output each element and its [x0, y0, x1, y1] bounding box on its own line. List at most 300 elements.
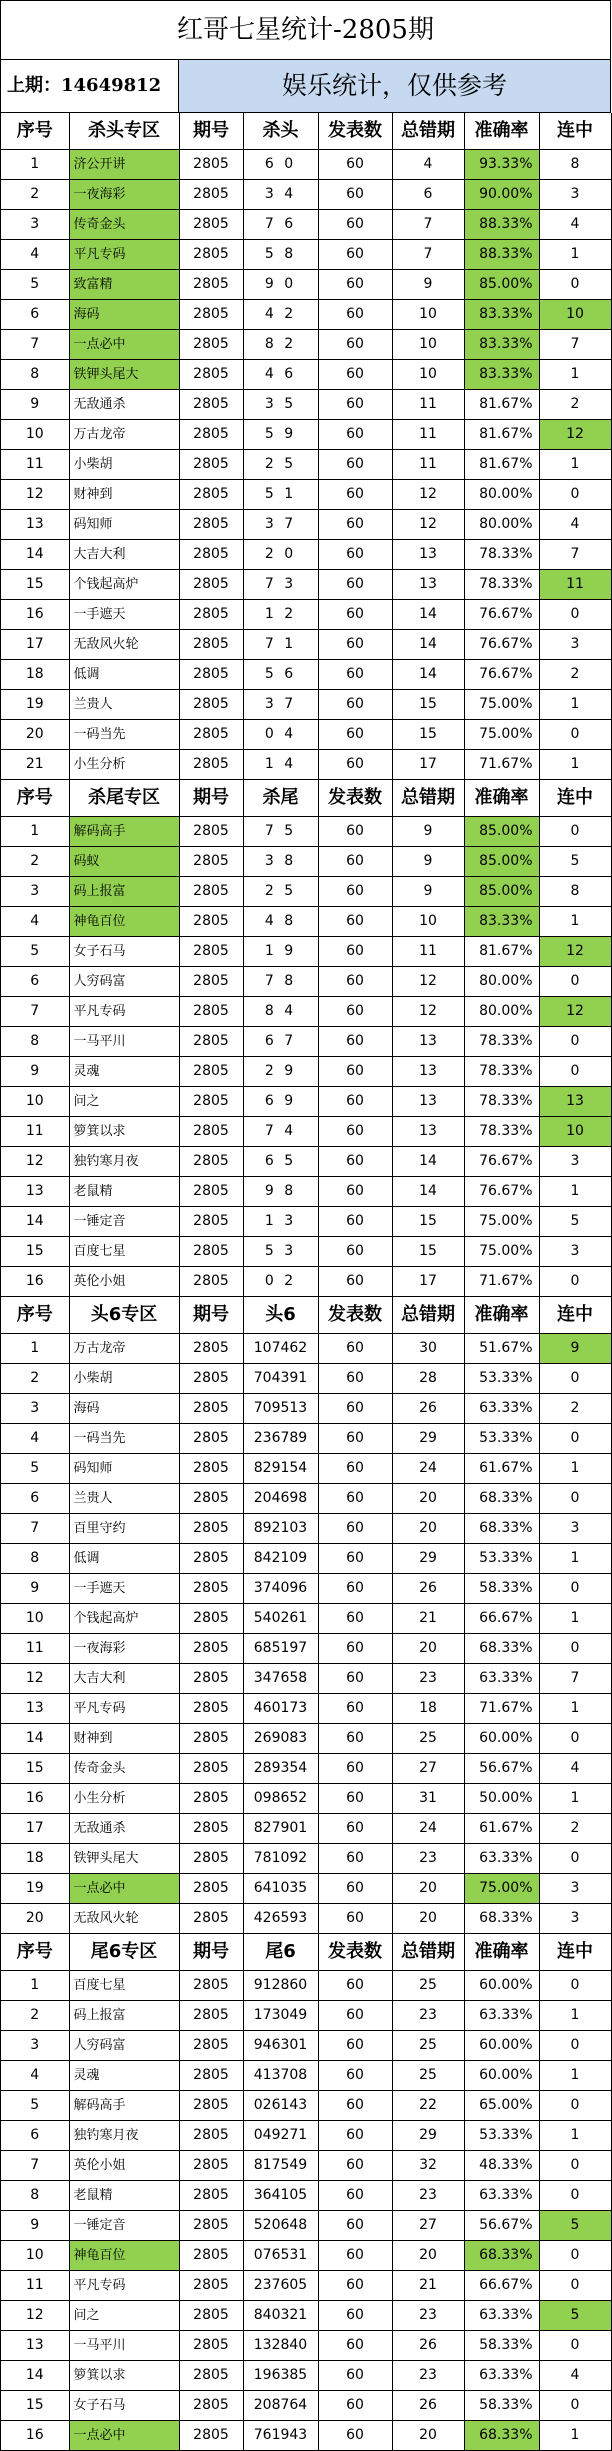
cell-published: 60 [318, 1334, 392, 1364]
header-accuracy: 准确率 [464, 113, 539, 150]
cell-value: 7 5 [243, 817, 318, 847]
cell-errors: 20 [392, 1634, 464, 1664]
table-row [1, 1364, 611, 1394]
cell-accuracy: 63.33% [464, 2301, 539, 2331]
cell-name: 海码 [69, 1394, 179, 1424]
cell-errors: 26 [392, 1394, 464, 1424]
cell-accuracy: 85.00% [464, 847, 539, 877]
cell-period: 2805 [179, 720, 243, 750]
cell-period: 2805 [179, 1267, 243, 1297]
cell-value: 6 0 [243, 150, 318, 180]
cell-published: 60 [318, 300, 392, 330]
cell-period: 2805 [179, 1027, 243, 1057]
cell-published: 60 [318, 2061, 392, 2091]
cell-index: 8 [1, 360, 69, 390]
cell-period: 2805 [179, 2061, 243, 2091]
table-row [1, 2151, 611, 2181]
cell-errors: 14 [392, 630, 464, 660]
cell-streak: 1 [539, 690, 611, 720]
cell-name: 百里守约 [69, 1514, 179, 1544]
cell-errors: 11 [392, 450, 464, 480]
cell-published: 60 [318, 1394, 392, 1424]
section-header-row [1, 113, 611, 150]
cell-errors: 20 [392, 1484, 464, 1514]
cell-accuracy: 68.33% [464, 2241, 539, 2271]
cell-errors: 23 [392, 2001, 464, 2031]
cell-name: 一马平川 [69, 2331, 179, 2361]
table-row [1, 210, 611, 240]
table-row [1, 660, 611, 690]
table-row [1, 1424, 611, 1454]
cell-name: 低调 [69, 1544, 179, 1574]
table-row [1, 420, 611, 450]
cell-period: 2805 [179, 750, 243, 780]
cell-published: 60 [318, 1694, 392, 1724]
cell-value: 5 8 [243, 240, 318, 270]
cell-published: 60 [318, 1604, 392, 1634]
cell-accuracy: 83.33% [464, 360, 539, 390]
cell-published: 60 [318, 1424, 392, 1454]
cell-accuracy: 68.33% [464, 1484, 539, 1514]
cell-name: 百度七星 [69, 1971, 179, 2001]
cell-value: 4 2 [243, 300, 318, 330]
cell-streak: 3 [539, 1874, 611, 1904]
page-title: 红哥七星统计-2805期 [1, 1, 611, 60]
table-row [1, 1514, 611, 1544]
cell-accuracy: 58.33% [464, 2331, 539, 2361]
cell-streak: 0 [539, 2151, 611, 2181]
cell-period: 2805 [179, 967, 243, 997]
cell-errors: 28 [392, 1364, 464, 1394]
cell-name: 英伦小姐 [69, 1267, 179, 1297]
table-row [1, 450, 611, 480]
cell-value: 540261 [243, 1604, 318, 1634]
cell-value: 1 2 [243, 600, 318, 630]
cell-index: 20 [1, 1904, 69, 1934]
cell-period: 2805 [179, 1424, 243, 1454]
cell-value: 237605 [243, 2271, 318, 2301]
cell-accuracy: 78.33% [464, 1117, 539, 1147]
cell-errors: 12 [392, 967, 464, 997]
cell-value: 5 9 [243, 420, 318, 450]
cell-name: 平凡专码 [69, 240, 179, 270]
cell-accuracy: 75.00% [464, 1874, 539, 1904]
cell-period: 2805 [179, 997, 243, 1027]
cell-streak: 11 [539, 570, 611, 600]
cell-streak: 8 [539, 150, 611, 180]
cell-index: 3 [1, 210, 69, 240]
cell-streak: 1 [539, 1177, 611, 1207]
cell-name: 一马平川 [69, 1027, 179, 1057]
cell-value: 3 7 [243, 510, 318, 540]
cell-streak: 2 [539, 390, 611, 420]
cell-accuracy: 78.33% [464, 540, 539, 570]
cell-period: 2805 [179, 2211, 243, 2241]
cell-streak: 10 [539, 1117, 611, 1147]
cell-published: 60 [318, 390, 392, 420]
cell-period: 2805 [179, 2091, 243, 2121]
table-row [1, 600, 611, 630]
cell-value: 2 0 [243, 540, 318, 570]
cell-accuracy: 71.67% [464, 1267, 539, 1297]
header-name: 杀尾专区 [69, 780, 179, 817]
cell-accuracy: 75.00% [464, 720, 539, 750]
cell-value: 781092 [243, 1844, 318, 1874]
cell-accuracy: 81.67% [464, 420, 539, 450]
cell-period: 2805 [179, 2301, 243, 2331]
cell-value: 4 8 [243, 907, 318, 937]
cell-errors: 27 [392, 2211, 464, 2241]
cell-index: 2 [1, 180, 69, 210]
cell-published: 60 [318, 1484, 392, 1514]
cell-streak: 0 [539, 1844, 611, 1874]
cell-accuracy: 66.67% [464, 2271, 539, 2301]
cell-index: 7 [1, 330, 69, 360]
cell-index: 4 [1, 240, 69, 270]
cell-published: 60 [318, 1364, 392, 1394]
cell-errors: 10 [392, 300, 464, 330]
cell-accuracy: 71.67% [464, 750, 539, 780]
table-row [1, 750, 611, 780]
cell-published: 60 [318, 1904, 392, 1934]
cell-published: 60 [318, 1267, 392, 1297]
cell-value: 1 3 [243, 1207, 318, 1237]
cell-index: 11 [1, 450, 69, 480]
header-value: 头6 [243, 1297, 318, 1334]
cell-errors: 13 [392, 1117, 464, 1147]
table-row [1, 270, 611, 300]
table-row [1, 2121, 611, 2151]
cell-errors: 23 [392, 2181, 464, 2211]
cell-errors: 29 [392, 1544, 464, 1574]
cell-period: 2805 [179, 1484, 243, 1514]
cell-accuracy: 58.33% [464, 2391, 539, 2421]
cell-accuracy: 83.33% [464, 300, 539, 330]
cell-errors: 6 [392, 180, 464, 210]
cell-accuracy: 78.33% [464, 1057, 539, 1087]
cell-errors: 12 [392, 997, 464, 1027]
cell-index: 5 [1, 2091, 69, 2121]
cell-value: 269083 [243, 1724, 318, 1754]
cell-period: 2805 [179, 420, 243, 450]
cell-streak: 0 [539, 600, 611, 630]
cell-period: 2805 [179, 2361, 243, 2391]
cell-published: 60 [318, 1454, 392, 1484]
cell-index: 21 [1, 750, 69, 780]
cell-errors: 23 [392, 1844, 464, 1874]
cell-published: 60 [318, 480, 392, 510]
cell-errors: 15 [392, 690, 464, 720]
cell-accuracy: 53.33% [464, 1364, 539, 1394]
cell-accuracy: 63.33% [464, 1844, 539, 1874]
table-row [1, 1604, 611, 1634]
cell-value: 132840 [243, 2331, 318, 2361]
cell-period: 2805 [179, 1454, 243, 1484]
cell-period: 2805 [179, 330, 243, 360]
cell-streak: 1 [539, 2421, 611, 2451]
cell-streak: 0 [539, 270, 611, 300]
cell-period: 2805 [179, 360, 243, 390]
cell-index: 1 [1, 1971, 69, 2001]
cell-period: 2805 [179, 1544, 243, 1574]
cell-index: 16 [1, 1784, 69, 1814]
cell-published: 60 [318, 270, 392, 300]
cell-streak: 9 [539, 1334, 611, 1364]
cell-value: 460173 [243, 1694, 318, 1724]
cell-name: 码知师 [69, 1454, 179, 1484]
table-row [1, 997, 611, 1027]
cell-errors: 31 [392, 1784, 464, 1814]
cell-period: 2805 [179, 270, 243, 300]
table-row [1, 907, 611, 937]
cell-published: 60 [318, 1971, 392, 2001]
header-accuracy: 准确率 [464, 1297, 539, 1334]
header-index: 序号 [1, 780, 69, 817]
cell-index: 6 [1, 1484, 69, 1514]
cell-value: 1 4 [243, 750, 318, 780]
cell-value: 829154 [243, 1454, 318, 1484]
cell-name: 问之 [69, 1087, 179, 1117]
cell-published: 60 [318, 2391, 392, 2421]
cell-accuracy: 81.67% [464, 390, 539, 420]
cell-streak: 5 [539, 847, 611, 877]
previous-draw-label: 上期：14649812 [1, 60, 179, 112]
cell-accuracy: 83.33% [464, 330, 539, 360]
table-row [1, 817, 611, 847]
cell-accuracy: 81.67% [464, 450, 539, 480]
cell-errors: 32 [392, 2151, 464, 2181]
cell-value: 107462 [243, 1334, 318, 1364]
cell-accuracy: 63.33% [464, 1664, 539, 1694]
cell-published: 60 [318, 1237, 392, 1267]
cell-value: 347658 [243, 1664, 318, 1694]
cell-streak: 10 [539, 300, 611, 330]
cell-index: 18 [1, 1844, 69, 1874]
table-row [1, 1117, 611, 1147]
cell-streak: 0 [539, 720, 611, 750]
cell-errors: 12 [392, 510, 464, 540]
cell-index: 4 [1, 2061, 69, 2091]
cell-index: 10 [1, 1604, 69, 1634]
cell-index: 6 [1, 2121, 69, 2151]
cell-index: 19 [1, 1874, 69, 1904]
cell-name: 码上报富 [69, 877, 179, 907]
cell-name: 一点必中 [69, 1874, 179, 1904]
cell-streak: 4 [539, 210, 611, 240]
cell-published: 60 [318, 540, 392, 570]
cell-published: 60 [318, 240, 392, 270]
cell-accuracy: 60.00% [464, 2031, 539, 2061]
cell-streak: 1 [539, 450, 611, 480]
cell-streak: 0 [539, 480, 611, 510]
table-body [1, 113, 611, 2451]
cell-index: 7 [1, 997, 69, 1027]
cell-errors: 4 [392, 150, 464, 180]
cell-published: 60 [318, 2181, 392, 2211]
cell-published: 60 [318, 660, 392, 690]
cell-period: 2805 [179, 1087, 243, 1117]
cell-published: 60 [318, 1544, 392, 1574]
cell-errors: 10 [392, 360, 464, 390]
cell-published: 60 [318, 907, 392, 937]
cell-streak: 13 [539, 1087, 611, 1117]
cell-name: 财神到 [69, 480, 179, 510]
cell-published: 60 [318, 1574, 392, 1604]
cell-index: 17 [1, 1814, 69, 1844]
cell-errors: 20 [392, 2421, 464, 2451]
cell-published: 60 [318, 1844, 392, 1874]
cell-period: 2805 [179, 660, 243, 690]
cell-name: 兰贵人 [69, 1484, 179, 1514]
cell-index: 10 [1, 1087, 69, 1117]
cell-errors: 11 [392, 937, 464, 967]
cell-name: 一点必中 [69, 330, 179, 360]
cell-index: 13 [1, 2331, 69, 2361]
cell-index: 9 [1, 1574, 69, 1604]
cell-errors: 15 [392, 1207, 464, 1237]
cell-streak: 1 [539, 2121, 611, 2151]
cell-accuracy: 78.33% [464, 1087, 539, 1117]
cell-index: 6 [1, 967, 69, 997]
cell-streak: 3 [539, 180, 611, 210]
cell-period: 2805 [179, 2031, 243, 2061]
disclaimer-note: 娱乐统计，仅供参考 [179, 60, 611, 112]
cell-errors: 27 [392, 1754, 464, 1784]
cell-name: 万古龙帝 [69, 1334, 179, 1364]
cell-value: 7 4 [243, 1117, 318, 1147]
cell-name: 一夜海彩 [69, 180, 179, 210]
table-row [1, 1844, 611, 1874]
cell-period: 2805 [179, 1844, 243, 1874]
cell-published: 60 [318, 2211, 392, 2241]
cell-name: 无敌风火轮 [69, 1904, 179, 1934]
cell-streak: 12 [539, 997, 611, 1027]
cell-streak: 3 [539, 630, 611, 660]
header-errors: 总错期 [392, 1934, 464, 1971]
cell-name: 一点必中 [69, 2421, 179, 2451]
cell-name: 个钱起高炉 [69, 1604, 179, 1634]
cell-accuracy: 53.33% [464, 2121, 539, 2151]
cell-streak: 7 [539, 540, 611, 570]
cell-errors: 13 [392, 1087, 464, 1117]
cell-index: 11 [1, 1634, 69, 1664]
cell-published: 60 [318, 1207, 392, 1237]
cell-name: 无敌风火轮 [69, 630, 179, 660]
cell-streak: 1 [539, 2001, 611, 2031]
cell-errors: 13 [392, 1057, 464, 1087]
cell-accuracy: 50.00% [464, 1784, 539, 1814]
cell-index: 12 [1, 1147, 69, 1177]
cell-published: 60 [318, 420, 392, 450]
header-published: 发表数 [318, 113, 392, 150]
cell-streak: 1 [539, 1454, 611, 1484]
section-header-row [1, 780, 611, 817]
cell-index: 18 [1, 660, 69, 690]
table-row [1, 1484, 611, 1514]
cell-streak: 1 [539, 240, 611, 270]
cell-accuracy: 66.67% [464, 1604, 539, 1634]
cell-value: 2 5 [243, 450, 318, 480]
cell-index: 9 [1, 2211, 69, 2241]
cell-name: 一夜海彩 [69, 1634, 179, 1664]
cell-value: 7 1 [243, 630, 318, 660]
cell-published: 60 [318, 2301, 392, 2331]
cell-accuracy: 60.00% [464, 2061, 539, 2091]
table-row [1, 240, 611, 270]
cell-errors: 25 [392, 1971, 464, 2001]
cell-accuracy: 71.67% [464, 1694, 539, 1724]
cell-accuracy: 68.33% [464, 1904, 539, 1934]
cell-value: 8 2 [243, 330, 318, 360]
cell-errors: 25 [392, 2061, 464, 2091]
cell-index: 7 [1, 2151, 69, 2181]
cell-accuracy: 53.33% [464, 1544, 539, 1574]
cell-name: 女子石马 [69, 937, 179, 967]
cell-streak: 0 [539, 2391, 611, 2421]
cell-name: 码蚁 [69, 847, 179, 877]
cell-published: 60 [318, 1514, 392, 1544]
cell-index: 16 [1, 1267, 69, 1297]
header-streak: 连中 [539, 113, 611, 150]
table-row [1, 847, 611, 877]
cell-name: 百度七星 [69, 1237, 179, 1267]
cell-errors: 29 [392, 2121, 464, 2151]
cell-period: 2805 [179, 1664, 243, 1694]
table-row [1, 720, 611, 750]
cell-errors: 20 [392, 1514, 464, 1544]
cell-period: 2805 [179, 600, 243, 630]
cell-name: 平凡专码 [69, 1694, 179, 1724]
cell-errors: 14 [392, 1177, 464, 1207]
cell-published: 60 [318, 2121, 392, 2151]
cell-accuracy: 68.33% [464, 1514, 539, 1544]
cell-period: 2805 [179, 1904, 243, 1934]
cell-value: 761943 [243, 2421, 318, 2451]
cell-streak: 2 [539, 660, 611, 690]
table-row [1, 360, 611, 390]
header-accuracy: 准确率 [464, 780, 539, 817]
cell-period: 2805 [179, 1754, 243, 1784]
table-row [1, 540, 611, 570]
cell-value: 641035 [243, 1874, 318, 1904]
cell-value: 196385 [243, 2361, 318, 2391]
cell-accuracy: 61.67% [464, 1814, 539, 1844]
table-row [1, 1971, 611, 2001]
cell-period: 2805 [179, 937, 243, 967]
header-streak: 连中 [539, 780, 611, 817]
cell-published: 60 [318, 2271, 392, 2301]
cell-name: 兰贵人 [69, 690, 179, 720]
cell-streak: 0 [539, 2181, 611, 2211]
cell-value: 413708 [243, 2061, 318, 2091]
cell-name: 灵魂 [69, 1057, 179, 1087]
cell-index: 13 [1, 1177, 69, 1207]
cell-streak: 1 [539, 750, 611, 780]
cell-accuracy: 53.33% [464, 1424, 539, 1454]
cell-streak: 4 [539, 1754, 611, 1784]
cell-index: 11 [1, 1117, 69, 1147]
stats-table [1, 113, 612, 2451]
cell-streak: 1 [539, 2061, 611, 2091]
table-row [1, 510, 611, 540]
cell-errors: 11 [392, 420, 464, 450]
cell-name: 铁钾头尾大 [69, 1844, 179, 1874]
cell-period: 2805 [179, 1574, 243, 1604]
cell-published: 60 [318, 570, 392, 600]
cell-errors: 15 [392, 1237, 464, 1267]
header-name: 头6专区 [69, 1297, 179, 1334]
cell-value: 817549 [243, 2151, 318, 2181]
